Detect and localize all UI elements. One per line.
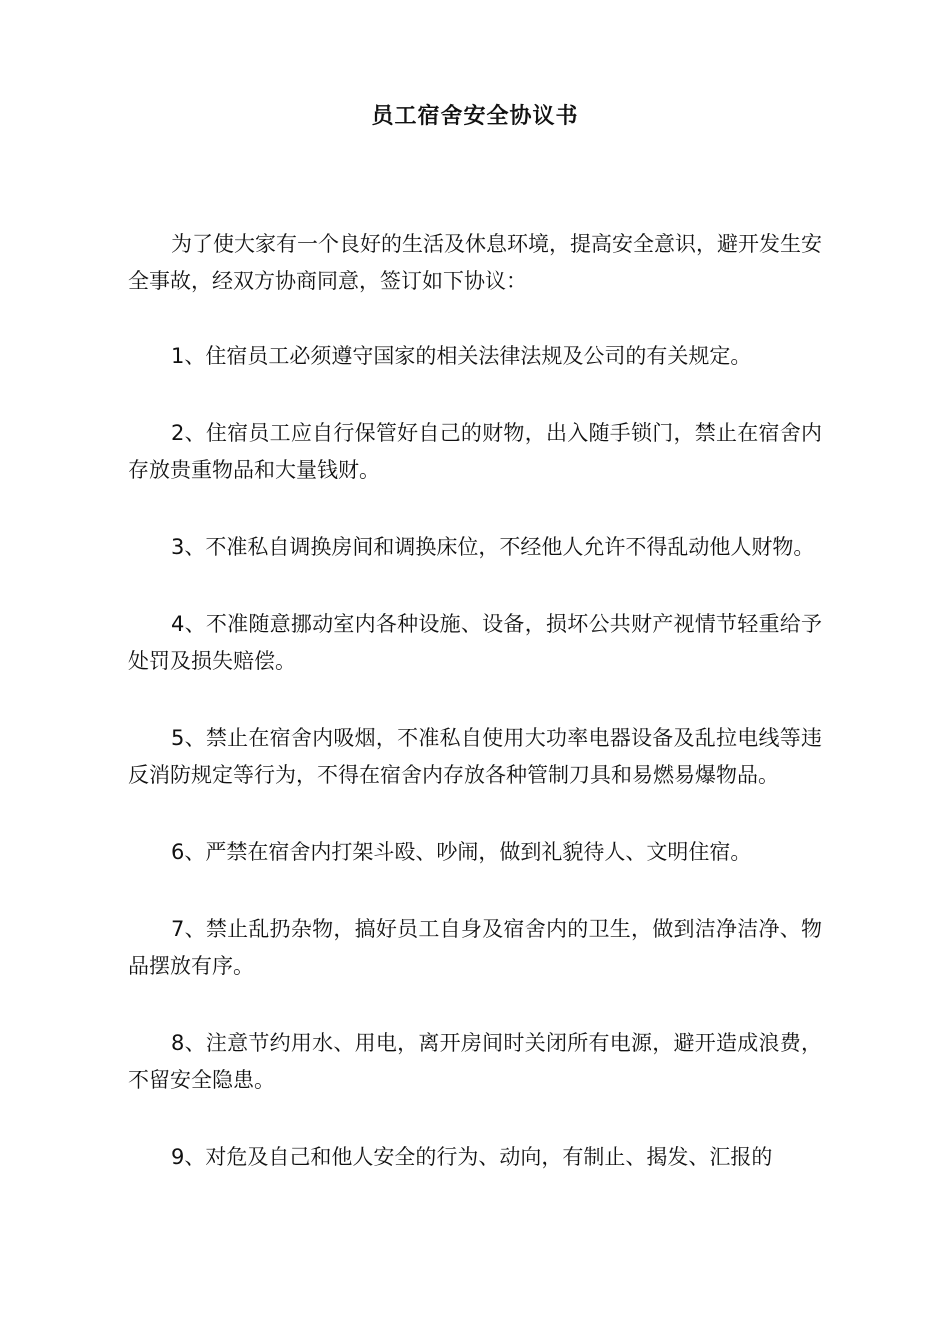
clause-paragraph: 6、严禁在宿舍内打架斗殴、吵闹，做到礼貌待人、文明住宿。 <box>171 840 752 864</box>
clause-paragraph: 7、禁止乱扔杂物，搞好员工自身及宿舍内的卫生，做到洁净洁净、物品摆放有序。 <box>128 917 822 978</box>
document-body <box>128 226 822 1176</box>
clause-paragraph: 1、住宿员工必须遵守国家的相关法律法规及公司的有关规定。 <box>171 344 752 368</box>
clause-paragraph: 9、对危及自己和他人安全的行为、动向，有制止、揭发、汇报的 <box>171 1145 773 1169</box>
clause-paragraph: 8、注意节约用水、用电，离开房间时关闭所有电源，避开造成浪费，不留安全隐患。 <box>128 1031 822 1092</box>
intro-paragraph: 为了使大家有一个良好的生活及休息环境，提高安全意识，避开发生安全事故，经双方协商同意，签订如下协议： <box>128 232 822 293</box>
clause-paragraph: 2、住宿员工应自行保管好自己的财物，出入随手锁门，禁止在宿舍内存放贵重物品和大量钱财。 <box>128 421 822 482</box>
clause-paragraph: 4、不准随意挪动室内各种设施、设备，损坏公共财产视情节轻重给予处罚及损失赔偿。 <box>128 612 822 673</box>
clause-paragraph: 5、禁止在宿舍内吸烟，不准私自使用大功率电器设备及乱拉电线等违反消防规定等行为，不得在宿舍内存放各种管制刀具和易燃易爆物品。 <box>128 726 822 787</box>
clause-paragraph: 3、不准私自调换房间和调换床位，不经他人允许不得乱动他人财物。 <box>171 535 815 559</box>
document-title: 员工宿舍安全协议书 <box>371 104 579 129</box>
